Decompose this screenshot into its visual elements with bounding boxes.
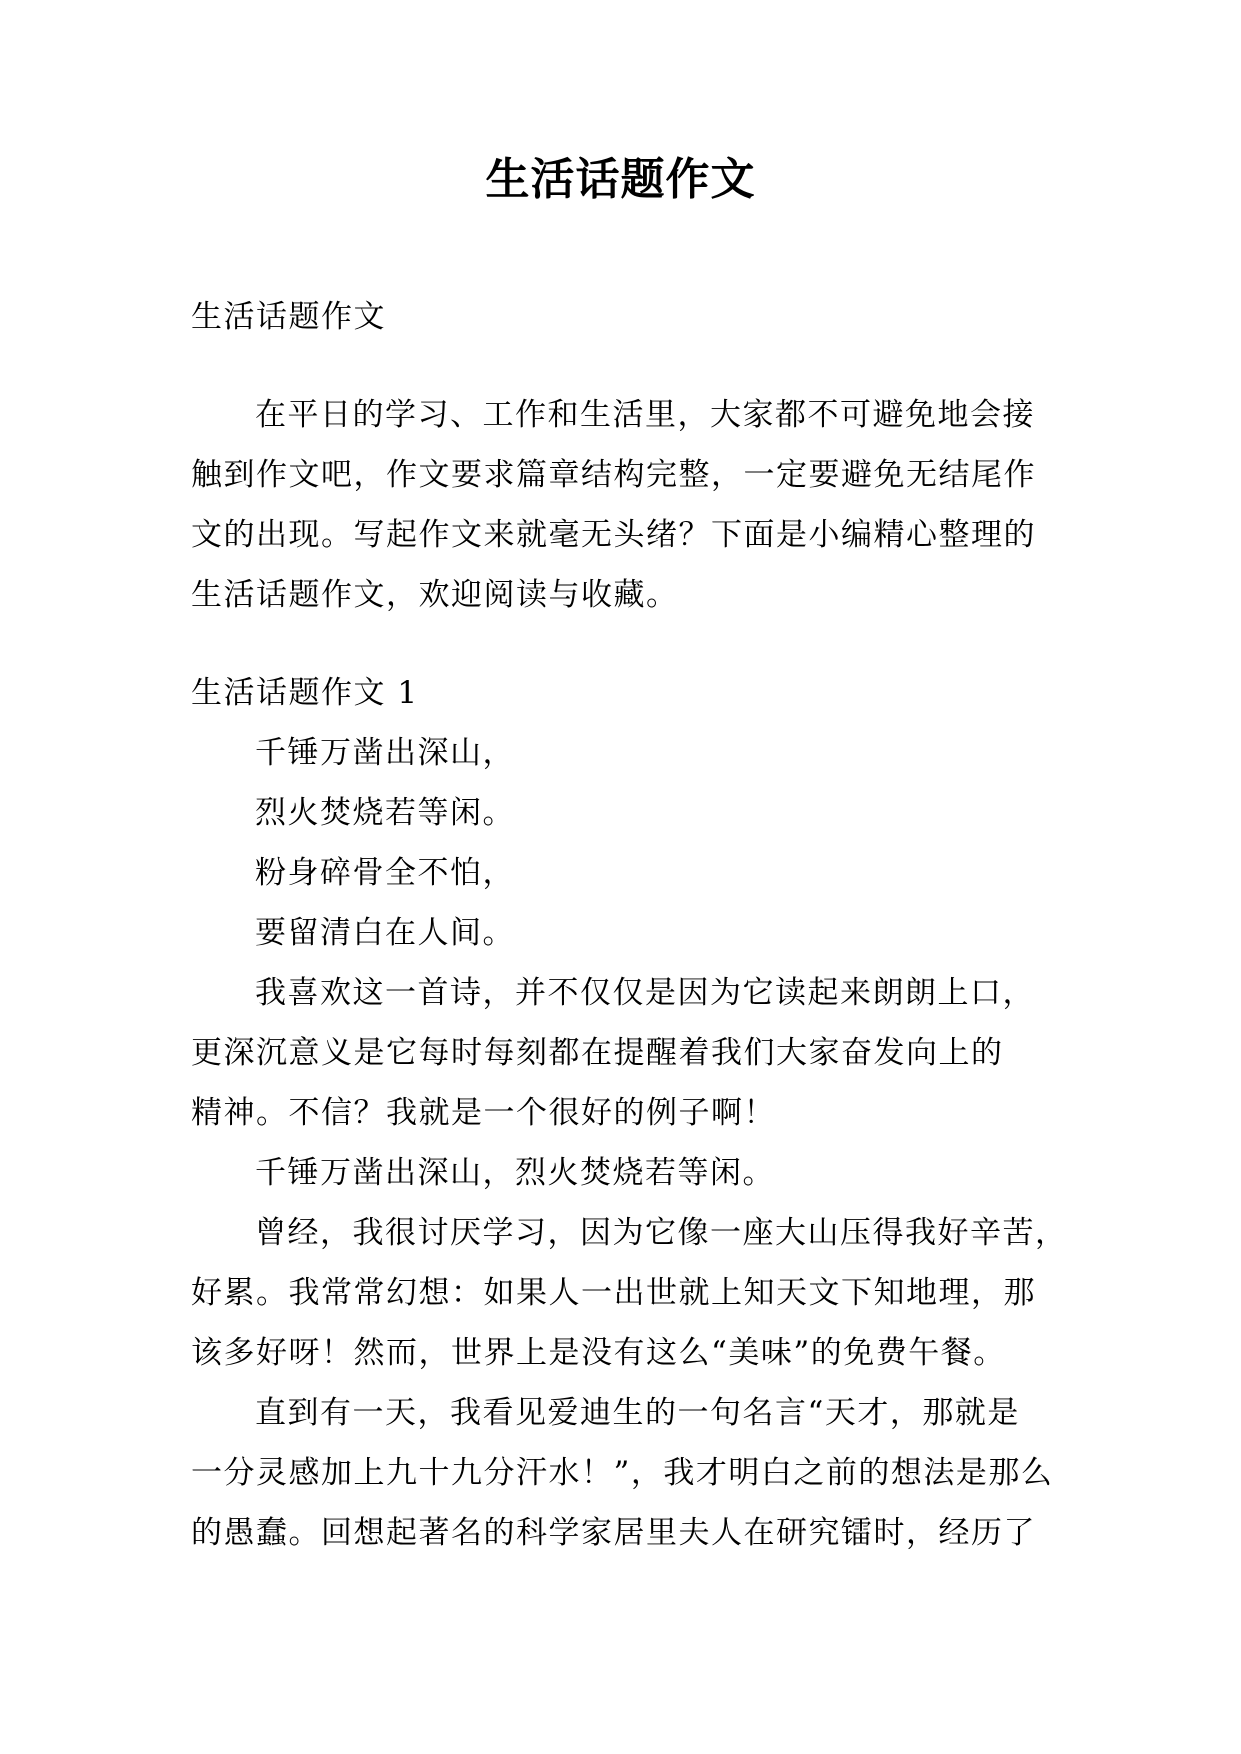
paragraph-line: 直到有一天，我看见爱迪生的一句名言“天才，那就是 xyxy=(255,1395,1020,1431)
paragraph-1 xyxy=(191,963,1059,1143)
poem-line: 粉身碎骨全不怕， xyxy=(255,855,515,891)
subtitle: 生活话题作文 xyxy=(191,299,386,335)
paragraph-line: 的愚蠢。回想起著名的科学家居里夫人在研究镭时，经历了 xyxy=(191,1515,1036,1551)
document-body xyxy=(191,287,1068,1563)
paragraph-line: 我喜欢这一首诗，并不仅仅是因为它读起来朗朗上口， xyxy=(255,975,1035,1011)
paragraph-3 xyxy=(191,1383,1059,1563)
paragraph-line: 更深沉意义是它每时每刻都在提醒着我们大家奋发向上的 xyxy=(191,1035,1004,1071)
spacer xyxy=(191,347,1059,385)
paragraph-line: 该多好呀！然而，世界上是没有这么“美味”的免费午餐。 xyxy=(191,1335,1006,1371)
intro-line: 文的出现。写起作文来就毫无头绪？下面是小编精心整理的 xyxy=(191,517,1036,553)
paragraph-line: 精神。不信？我就是一个很好的例子啊！ xyxy=(191,1095,776,1131)
intro-paragraph xyxy=(191,385,1059,625)
poem-line: 要留清白在人间。 xyxy=(255,915,515,951)
paragraph-line: 好累。我常常幻想：如果人一出世就上知天文下知地理，那 xyxy=(191,1275,1036,1311)
spacer xyxy=(191,625,1059,663)
poem-line: 烈火焚烧若等闲。 xyxy=(255,795,515,831)
paragraph-line: 曾经，我很讨厌学习，因为它像一座大山压得我好辛苦， xyxy=(255,1215,1068,1251)
poem-line: 千锤万凿出深山， xyxy=(255,735,515,771)
paragraph-line: 一分灵感加上九十九分汗水！”，我才明白之前的想法是那么 xyxy=(191,1455,1054,1491)
intro-line: 触到作文吧，作文要求篇章结构完整，一定要避免无结尾作 xyxy=(191,457,1036,493)
section-heading: 生活话题作文 1 xyxy=(191,675,419,711)
intro-line: 生活话题作文，欢迎阅读与收藏。 xyxy=(191,577,679,613)
document-title: 生活话题作文 xyxy=(485,154,756,205)
quote-line: 千锤万凿出深山，烈火焚烧若等闲。 xyxy=(255,1155,775,1191)
paragraph-2 xyxy=(191,1203,1068,1383)
intro-line: 在平日的学习、工作和生活里，大家都不可避免地会接 xyxy=(255,397,1035,433)
poem xyxy=(191,723,1059,963)
